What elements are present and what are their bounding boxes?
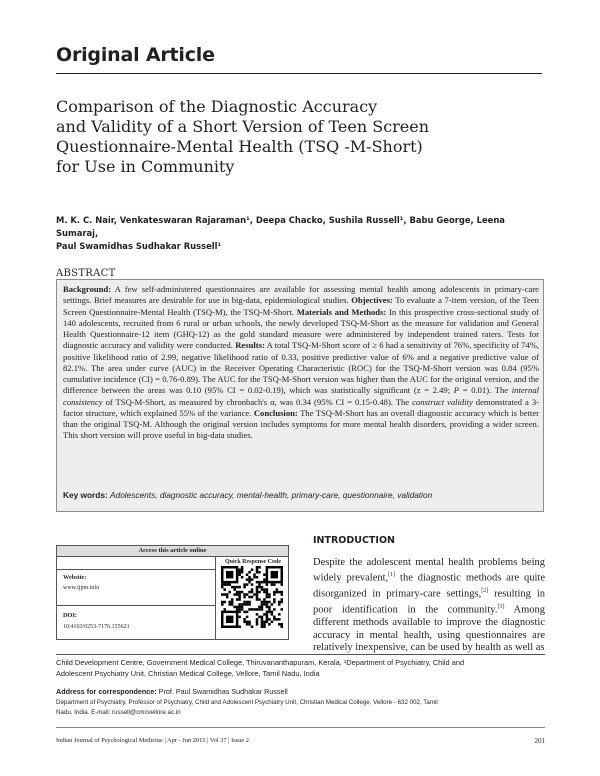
intro-text: Among different methods available to improve the diagnostic accuracy in mental health, using questionnaires are relatively inexpensive, can be used by health as well as	[313, 604, 546, 653]
correspondence-name: Prof. Paul Swamidhas Sudhakar Russell	[158, 687, 288, 696]
introduction-body	[313, 557, 545, 654]
authors-line: M. K. C. Nair, Venkateswaran Rajaraman¹, Deepa Chacko, Sushila Russell¹, Babu George, Leena Sumaraj,	[56, 215, 505, 238]
correspondence	[56, 687, 288, 696]
qr-code-graphic	[221, 566, 283, 628]
correspondence-label: Address for correspondence:	[56, 687, 157, 696]
conclusion-text: The TSQ-M-Short has an overall diagnostic accuracy which is better than the original TSQ-M. Although the original version includes symptoms for more mental health disorders, providing a wider screen. This short version will prove useful in big-data studies.	[63, 407, 540, 441]
qr-code-icon[interactable]	[221, 566, 283, 628]
objectives-label: Objectives:	[351, 295, 393, 306]
title-line: Comparison of the Diagnostic Accuracy	[56, 97, 378, 116]
heading-rule	[56, 73, 542, 74]
access-box-divider	[215, 557, 216, 640]
results-text: of TSQ-M-Short, as measured by chronbach's α, was 0.34 (95% CI = 0.15-0.48). The	[105, 396, 410, 407]
results-text: demonstrated a 3-factor structure, which explained 55% of the variance.	[63, 396, 539, 418]
correspondence-line: Nadu, India. E-mail: russell@cmcvellore.ac.in	[56, 708, 181, 716]
intro-text: Despite the adolescent mental health problems being widely prevalent,	[313, 557, 545, 584]
correspondence-detail	[56, 698, 546, 717]
affiliation-line: Adolescent Psychiatry Unit, Christian Medical College, Vellore, Tamil Nadu, India	[56, 668, 320, 678]
access-box-divider	[56, 605, 215, 606]
abstract-label: ABSTRACT	[56, 268, 116, 279]
title-line: and Validity of a Short Version of Teen Screen	[56, 117, 430, 136]
section-heading: Original Article	[56, 44, 215, 66]
conclusion-label: Conclusion:	[253, 407, 298, 418]
affiliations	[56, 658, 546, 679]
access-box-divider	[56, 569, 215, 570]
website-label: Website:	[63, 574, 87, 581]
intro-text: resulting in poor identification in the community.	[313, 588, 545, 616]
background-label: Background:	[63, 284, 112, 294]
doi-link[interactable]: 10.4103/0253-7176.155621	[63, 624, 130, 630]
author-list	[56, 214, 546, 253]
qr-code-label: Quick Response Code	[224, 559, 281, 565]
abstract-body	[63, 284, 539, 442]
internal-consistency-term: internal consistency	[63, 385, 540, 407]
results-label: Results:	[235, 340, 265, 351]
construct-validity-term: construct validity	[412, 396, 473, 407]
title-line: Questionnaire-Mental Health (TSQ -M-Short)	[56, 137, 423, 156]
methods-text: In this prospective cross-sectional study of 140 adolescents, recruited from 6 rural or urban schools, the newly developed TSQ-M-Short as the measure for validation and General Health Questionnaire-12 item (GHQ-12) as the gold standard measure were administered by independent trained raters. Tests for diagnostic accuracy and validity were conducted.	[63, 306, 539, 351]
footer-rule	[56, 727, 545, 728]
keywords-text: Adolescents, diagnostic accuracy, mental-health, primary-care, questionnaire, validation	[110, 490, 433, 500]
p-symbol: P	[453, 385, 460, 396]
affiliation-line: Child Development Centre, Government Medical College, Thiruvananthapuram, Kerala, ¹Department of Psychiatry, Child and	[56, 658, 465, 667]
doi-label: DOI:	[63, 612, 77, 619]
background-text: A few self-administered questionnaires are available for assessing mental health among adolescents in primary-care settings. Brief measures are desirable for use in big-data, epidemiological studies.	[63, 284, 539, 306]
authors-line: Paul Swamidhas Sudhakar Russell¹	[56, 241, 222, 251]
citation[interactable]: [3]	[497, 604, 505, 611]
footer-journal-info: Indian Journal of Psychological Medicine | Apr - Jun 2015 | Vol 37 | Issue 2	[56, 737, 249, 744]
title-line: for Use in Community	[56, 157, 235, 176]
page-number: 201	[534, 737, 545, 745]
correspondence-line: Department of Psychiatry, Professor of Psychiatry, Child and Adolescent Psychiatry Unit, Christian Medical College, Vellore - 632 002, Tamil	[56, 699, 438, 706]
citation[interactable]: [2]	[481, 588, 489, 595]
article-title	[56, 97, 556, 177]
website-link[interactable]: www.ijpm.info	[63, 585, 100, 591]
methods-label: Materials and Methods:	[296, 306, 387, 317]
citation[interactable]: [1]	[388, 572, 396, 579]
results-text: = 0.01). The	[462, 385, 509, 396]
intro-text: the diagnostic methods are quite disorganized in primary-care settings,	[313, 572, 545, 600]
objectives-text: To evaluate a 7-item version, of the Teen Screen Questionnaire-Mental Health (TSQ-M), the TSQ-M-Short.	[63, 295, 539, 317]
affiliation-rule	[56, 654, 545, 655]
results-text: A total TSQ-M-Short score of ≥ 6 had a sensitivity of 76%, specificity of 74%, positive likelihood ratio of 2.99, negative likelihood ratio of 0.33, positive predictive value of 6% and a negative predictive value of 82.1%. The area under curve (AUC) in the Receiver Operating Characteristic (ROC) for the TSQ-M-Short version was 0.84 (95% cumulative incidence (CI) = 0.76-0.89). The AUC for the TSQ-M-Short version was higher than the AUC for the original version, and the difference between the areas was 0.10 (95% CI = 0.02-0.19), which was statistically significant (z = 2.49;	[63, 340, 539, 396]
keywords-label: Key words:	[63, 490, 108, 500]
introduction-heading: INTRODUCTION	[313, 535, 395, 546]
access-box-header: Access this article online	[56, 545, 289, 557]
keywords	[63, 490, 539, 500]
